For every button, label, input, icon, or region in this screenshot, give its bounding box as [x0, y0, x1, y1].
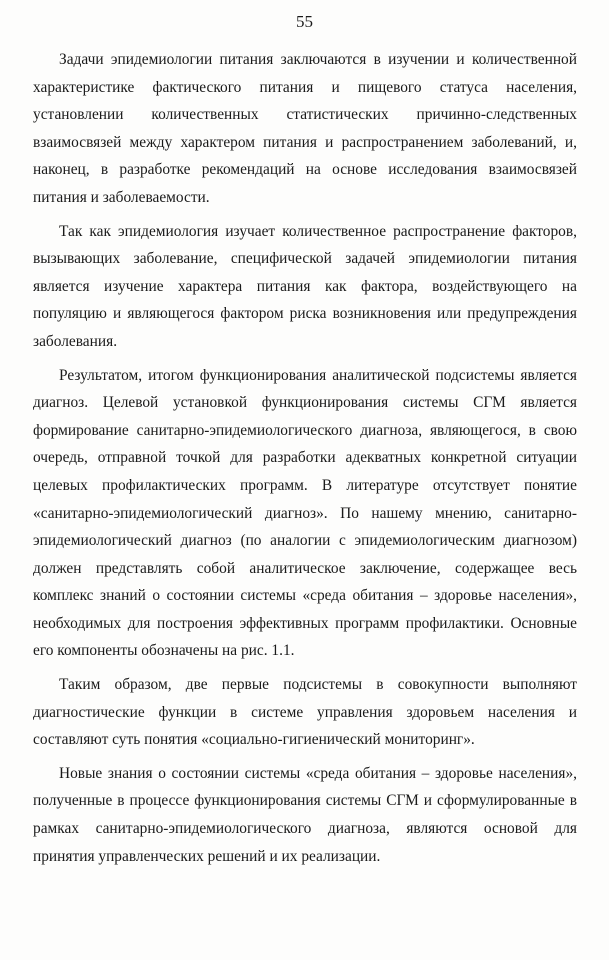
page-number: 55 — [296, 12, 313, 31]
paragraph-diagnosis: Результатом, итогом функционирования аналитической подсистемы является диагноз. Целевой установкой функционирования системы СГМ является формирование санитарно-эпидемиологического диагноза, являющегося, в свою очередь, отправной точкой для разработки адекватных конкретной ситуации целевых профилактических программ. В литературе отсутствует понятие «санитарно-эпидемиологический диагноз». По нашему мнению, санитарно-эпидемиологический диагноз (по аналогии с эпидемиологическим диагнозом) должен представлять собой аналитическое заключение, содержащее весь комплекс знаний о состоянии системы «среда обитания – здоровье населения», необходимых для построения эффективных программ профилактики. Основные его компоненты обозначены на рис. 1.1. — [33, 366, 577, 660]
body-text — [33, 46, 577, 876]
paragraph-management-decisions: Новые знания о состоянии системы «среда обитания – здоровье населения», полученные в процессе функционирования системы СГМ и сформулированные в рамках санитарно-эпидемиологического диагноза, являются основой для принятия управленческих решений и их реализации. — [33, 764, 577, 865]
paragraph-nutrition-epidemiology-tasks: Задачи эпидемиологии питания заключаются в изучении и количественной характеристике фактического питания и пищевого статуса населения, установлении количественных статистических причинно-следственных взаимосвязей между характером питания и распространением заболеваний, и, наконец, в разработке рекомендаций на основе исследования взаимосвязей питания и заболеваемости. — [33, 51, 577, 206]
paragraph-specific-task: Так как эпидемиология изучает количественное распространение факторов, вызывающих заболевание, специфической задачей эпидемиологии питания является изучение характера питания как фактора, воздействующего на популяцию и являющегося фактором риска возникновения или предупреждения заболевания. — [33, 222, 577, 350]
paragraph-monitoring: Таким образом, две первые подсистемы в совокупности выполняют диагностические функции в системе управления здоровьем населения и составляют суть понятия «социально-гигиенический мониторинг». — [33, 676, 577, 749]
